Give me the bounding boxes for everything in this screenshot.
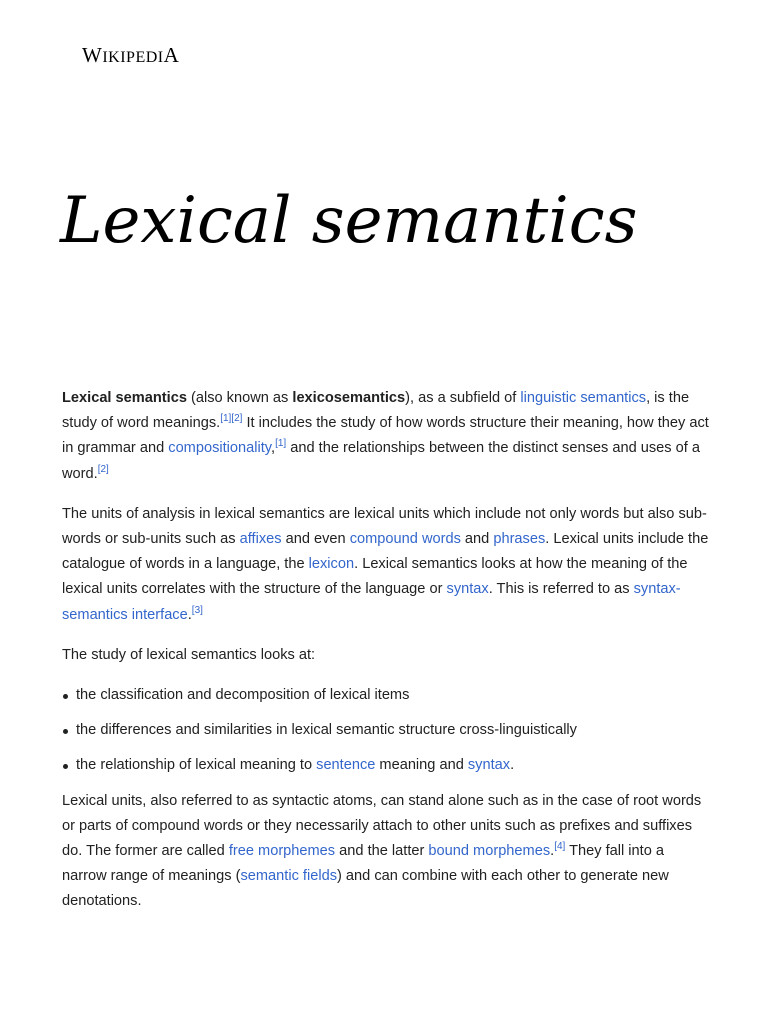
link-affixes[interactable]: affixes [239, 531, 282, 548]
link-semantic-fields[interactable]: semantic fields [240, 868, 337, 885]
citation-1[interactable]: [1] [220, 413, 232, 425]
link-sentence[interactable]: sentence [316, 757, 376, 774]
page-title: Lexical semantics [60, 184, 638, 258]
link-free-morphemes[interactable]: free morphemes [228, 843, 336, 860]
bold-term: Lexical semantics [62, 390, 187, 406]
wordmark-final: A [163, 43, 180, 67]
link-compound-words[interactable]: compound words [349, 531, 461, 548]
link-bound-morphemes[interactable]: bound morphemes [428, 843, 551, 860]
list-item: the classification and decomposition of lexical items [76, 683, 710, 708]
wordmark-initial: W [82, 43, 103, 67]
link-compositionality[interactable]: compositionality [168, 440, 272, 457]
list-item: the differences and similarities in lexical semantic structure cross-linguistically [76, 718, 710, 743]
article-body [62, 386, 710, 930]
study-list [62, 683, 710, 779]
citation-3[interactable]: [3] [191, 604, 203, 616]
lead-paragraph: Lexical semantics (also known as lexicosemantics), as a subfield of linguistic semantics, is the study of word meanings.[1][2] It includes the study of how words structure their meaning, how they act in grammar and compositionality,[1] and the relationships between the distinct senses and uses of a word.[2] [62, 390, 709, 482]
wordmark-middle: IKIPEDI [102, 49, 164, 66]
citation-2[interactable]: [2] [231, 413, 243, 425]
units-paragraph: The units of analysis in lexical semantics are lexical units which include not only words but also sub-words or sub-units such as affixes and even compound words and phrases. Lexical units include the catalogue of words in a language, the lexicon. Lexical semantics looks at how the meaning of the lexical units correlates with the structure of the language or syntax. This is referred to as syntax-semantics interface.[3] [62, 505, 709, 623]
citation-2[interactable]: [2] [97, 463, 109, 475]
link-phrases[interactable]: phrases [493, 531, 546, 548]
citation-4[interactable]: [4] [554, 841, 566, 853]
morphemes-paragraph: Lexical units, also referred to as syntactic atoms, can stand alone such as in the case of root words or parts of compound words or they necessarily attach to other units such as prefixes and suffixes do. The former are called free morphemes and the latter bound morphemes.[4] They fall into a narrow range of meanings (semantic fields) and can combine with each other to generate new denotations. [62, 792, 702, 910]
citation-1[interactable]: [1] [275, 438, 287, 450]
link-linguistic-semantics[interactable]: linguistic semantics [520, 390, 647, 406]
bold-term: lexicosemantics [292, 390, 406, 406]
wikipedia-wordmark[interactable] [82, 43, 179, 68]
study-intro-paragraph: The study of lexical semantics looks at: [62, 646, 316, 663]
link-syntax[interactable]: syntax [467, 757, 511, 774]
link-lexicon[interactable]: lexicon [308, 556, 355, 573]
link-syntax[interactable]: syntax [446, 581, 489, 598]
link-syntax-semantics-interface[interactable]: syntax-semantics interface [62, 581, 681, 623]
list-item: the relationship of lexical meaning to sentence meaning and syntax. [76, 753, 710, 778]
